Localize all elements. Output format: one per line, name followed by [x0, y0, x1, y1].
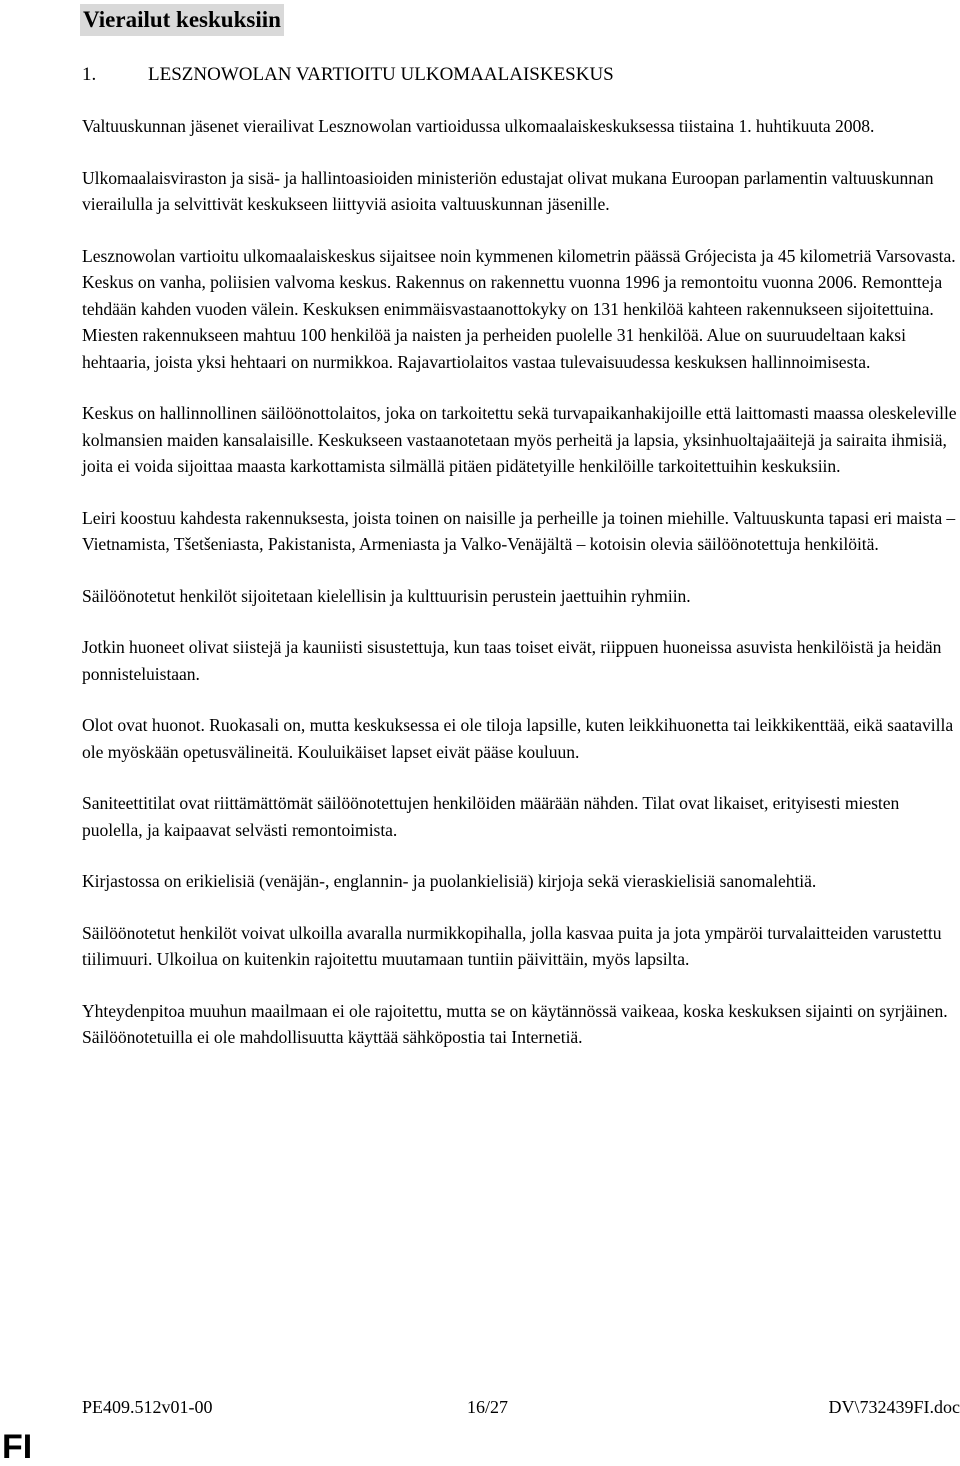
language-code: FI — [2, 1428, 33, 1466]
paragraph: Leiri koostuu kahdesta rakennuksesta, joista toinen on naisille ja perheille ja toinen miehille. Valtuuskunta tapasi eri maista – Vietnamista, Tšetšeniasta, Pakistanista, Armeniasta ja Valko-Venäjältä – kotoisin olevia säilöönotettuja henkilöitä. — [82, 507, 956, 554]
footer-page-number: 16/27 — [467, 1397, 509, 1417]
footer-filename: DV\732439FI.doc — [828, 1397, 960, 1417]
document-body — [82, 113, 960, 1076]
footer-reference: PE409.512v01-00 — [82, 1397, 213, 1417]
paragraph: Saniteettitilat ovat riittämättömät säilöönotettujen henkilöiden määrään nähden. Tilat ovat likaiset, erityisesti miesten puolella, ja kaipaavat selvästi remontoimista. — [82, 793, 900, 840]
paragraph: Säilöönotetut henkilöt voivat ulkoilla avaralla nurmikkopihalla, jolla kasvaa puita ja jota ympäröi turvalaitteiden varustettu tiilimuuri. Ulkoilua on kuitenkin rajoitettu muutamaan tuntiin päivittäin, myös lapsilta. — [82, 922, 942, 969]
paragraph: Olot ovat huonot. Ruokasali on, mutta keskuksessa ei ole tiloja lapsille, kuten leikkihuonetta tai leikkikenttää, eikä saatavilla ole myöskään opetusvälineitä. Kouluikäiset lapset eivät pääse kouluun. — [82, 715, 954, 762]
paragraph: Yhteydenpitoa muuhun maailmaan ei ole rajoitettu, mutta se on käytännössä vaikeaa, koska keskuksen sijainti on syrjäinen. Säilöönotetuilla ei ole mahdollisuutta käyttää sähköpostia tai Internetiä. — [82, 1000, 948, 1047]
paragraph: Jotkin huoneet olivat siistejä ja kauniisti sisustettuja, kun taas toiset eivät, riippuen huoneissa asuvista henkilöistä ja heidän ponnisteluistaan. — [82, 637, 942, 684]
paragraph: Keskus on hallinnollinen säilöönottolaitos, joka on tarkoitettu sekä turvapaikanhakijoille että laittomasti maassa oleskeleville kolmansien maiden kansalaisille. Keskukseen vastaanotetaan myös perheitä ja lapsia, yksinhuoltajaäitejä ja sairaita ihmisiä, joita ei voida sijoittaa maasta karkottamista silmällä pitäen pidätetyille henkilöille tarkoitettuihin keskuksiin. — [82, 403, 957, 476]
page-heading: Vierailut keskuksiin — [80, 4, 284, 36]
paragraph: Säilöönotetut henkilöt sijoitetaan kielellisin ja kulttuurisin perustein jaettuihin ryhmiin. — [82, 585, 691, 606]
paragraph: Ulkomaalaisviraston ja sisä- ja hallintoasioiden ministeriön edustajat olivat mukana Euroopan parlamentin valtuuskunnan vierailulla ja selvittivät keskukseen liittyviä asioita valtuuskunnan jäsenille. — [82, 167, 934, 214]
paragraph: Lesznowolan vartioitu ulkomaalaiskeskus sijaitsee noin kymmenen kilometrin päässä Grójecista ja 45 kilometriä Varsovasta. Keskus on vanha, poliisien valvoma keskus. Rakennus on rakennettu vuonna 1996 ja remontoitu vuonna 2006. Remontteja tehdään kahden vuoden välein. Keskuksen enimmäisvastaanottokyky on 131 henkilöä kahteen rakennukseen sijoitettuina. Miesten rakennukseen mahtuu 100 henkilöä ja naisten ja perheiden puolelle 31 henkilöä. Alue on suuruudeltaan kaksi hehtaaria, joista yksi hehtaari on nurmikkoa. Rajavartiolaitos vastaa tulevaisuudessa keskuksen hallinnoimisesta. — [82, 245, 956, 372]
paragraph: Valtuuskunnan jäsenet vierailivat Lesznowolan vartioidussa ulkomaalaiskeskuksessa tiistaina 1. huhtikuuta 2008. — [82, 116, 875, 136]
page-footer — [82, 1396, 960, 1418]
section-number: 1. — [82, 64, 97, 85]
paragraph: Kirjastossa on erikielisiä (venäjän-, englannin- ja puolankielisiä) kirjoja sekä vieraskielisiä sanomalehtiä. — [82, 871, 817, 891]
section-title — [82, 62, 614, 88]
section-title-text: LESZNOWOLAN VARTIOITU ULKOMAALAISKESKUS — [148, 64, 614, 85]
